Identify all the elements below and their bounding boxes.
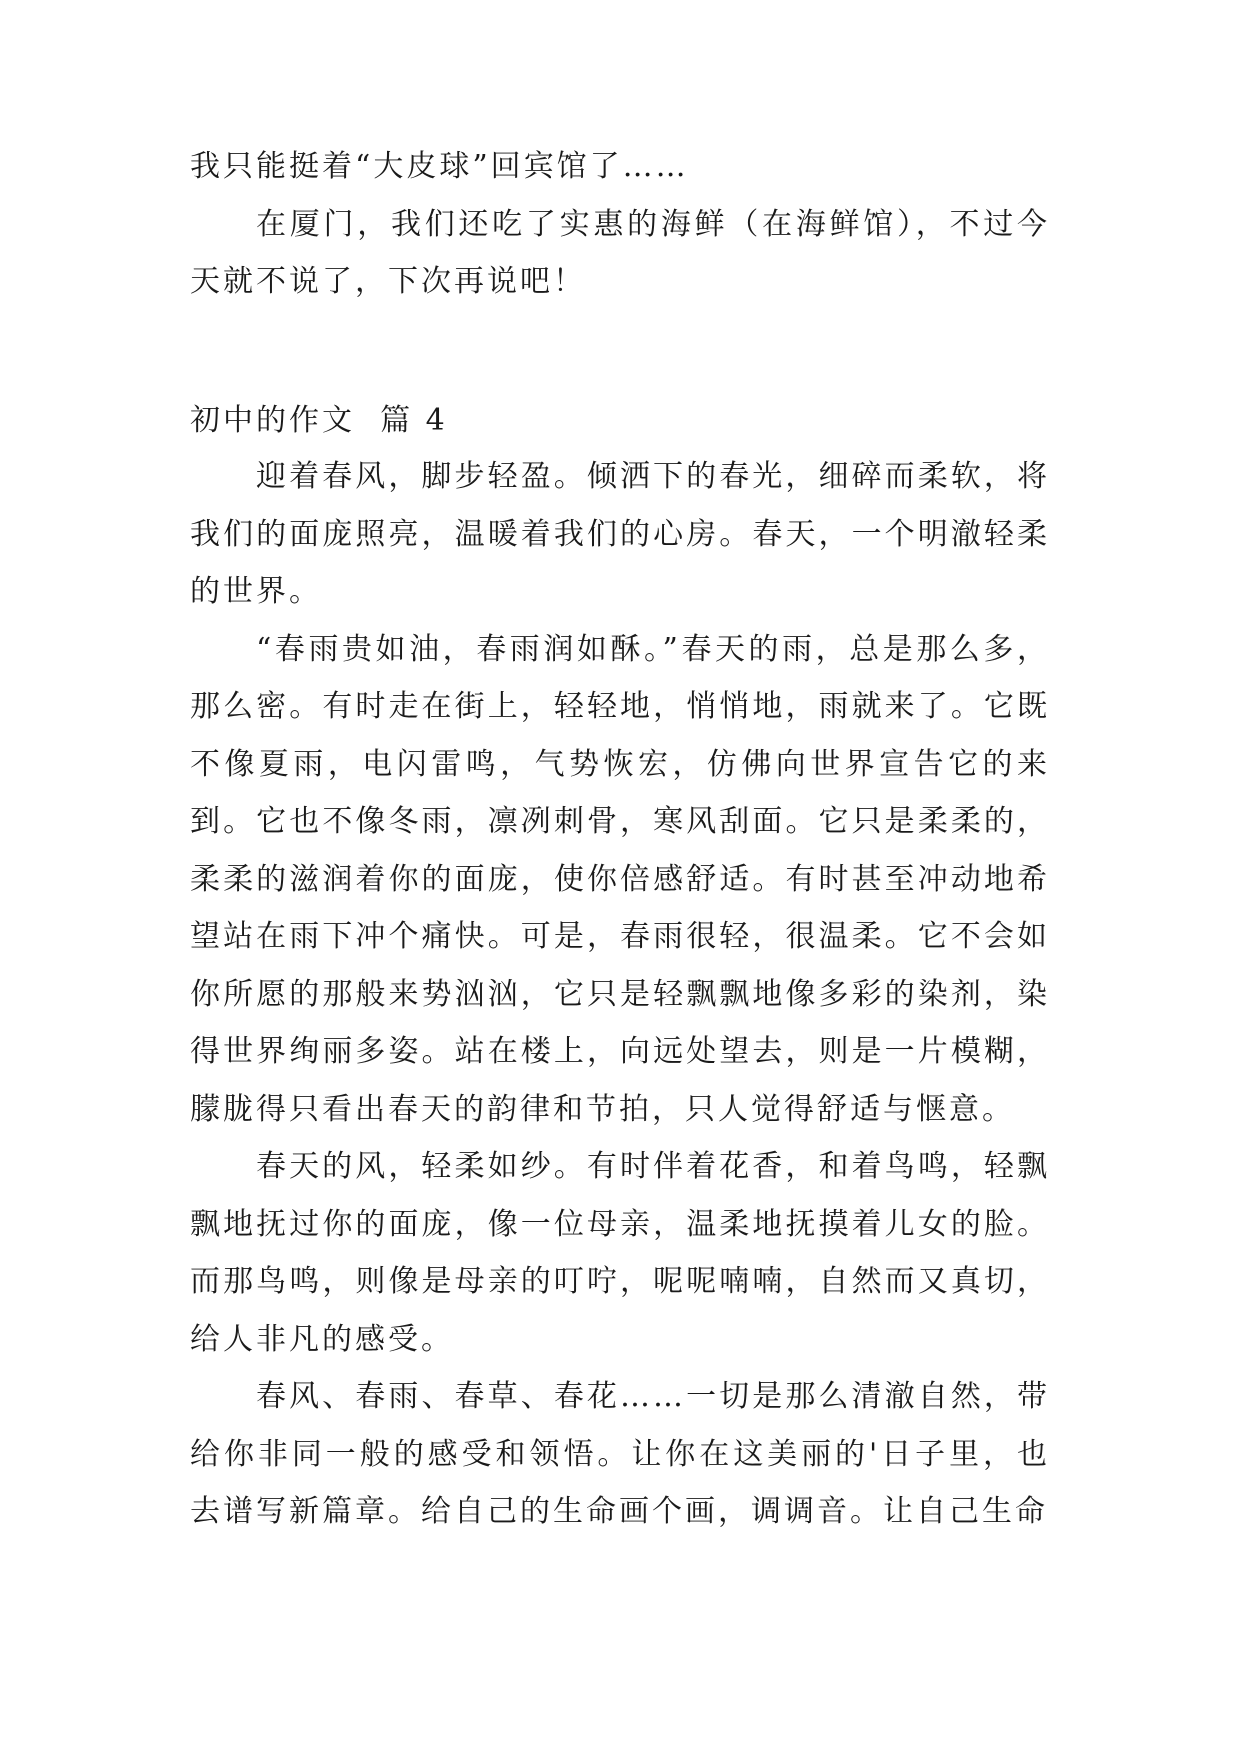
- intro-paragraph-1: 我只能挺着“大皮球”回宾馆了……: [190, 149, 689, 184]
- intro-block: [190, 138, 1050, 311]
- essay-paragraph-3: 春天的风，轻柔如纱。有时伴着花香，和着鸟鸣，轻飘飘地抚过你的面庞，像一位母亲，温柔地抚摸着儿女的脸。而那鸟鸣，则像是母亲的叮咛，呢呢喃喃，自然而又真切，给人非凡的感受。: [190, 1149, 1050, 1357]
- essay-paragraph-1: 迎着春风，脚步轻盈。倾洒下的春光，细碎而柔软，将我们的面庞照亮，温暖着我们的心房。春天，一个明澈轻柔的世界。: [190, 459, 1050, 609]
- section-heading: [190, 392, 448, 450]
- section-number: 篇 4: [380, 403, 448, 438]
- section-title: 初中的作文: [190, 403, 355, 438]
- essay-paragraph-2: “春雨贵如油，春雨润如酥。”春天的雨，总是那么多，那么密。有时走在街上，轻轻地，悄悄地，雨就来了。它既不像夏雨，电闪雷鸣，气势恢宏，仿佛向世界宣告它的来到。它也不像冬雨，凛冽刺骨，寒风刮面。它只是柔柔的，柔柔的滋润着你的面庞，使你倍感舒适。有时甚至冲动地希望站在雨下冲个痛快。可是，春雨很轻，很温柔。它不会如你所愿的那般来势汹汹，它只是轻飘飘地像多彩的染剂，染得世界绚丽多姿。站在楼上，向远处望去，则是一片模糊，朦胧得只看出春天的韵律和节拍，只人觉得舒适与惬意。: [190, 631, 1050, 1127]
- intro-paragraph-2: 在厦门，我们还吃了实惠的海鲜（在海鲜馆），不过今天就不说了，下次再说吧！: [190, 206, 1050, 299]
- essay-body: [190, 448, 1050, 1541]
- essay-paragraph-4: 春风、春雨、春草、春花……一切是那么清澈自然，带给你非同一般的感受和领悟。让你在这美丽的'日子里，也去谱写新篇章。给自己的生命画个画，调调音。让自己生命: [190, 1379, 1050, 1529]
